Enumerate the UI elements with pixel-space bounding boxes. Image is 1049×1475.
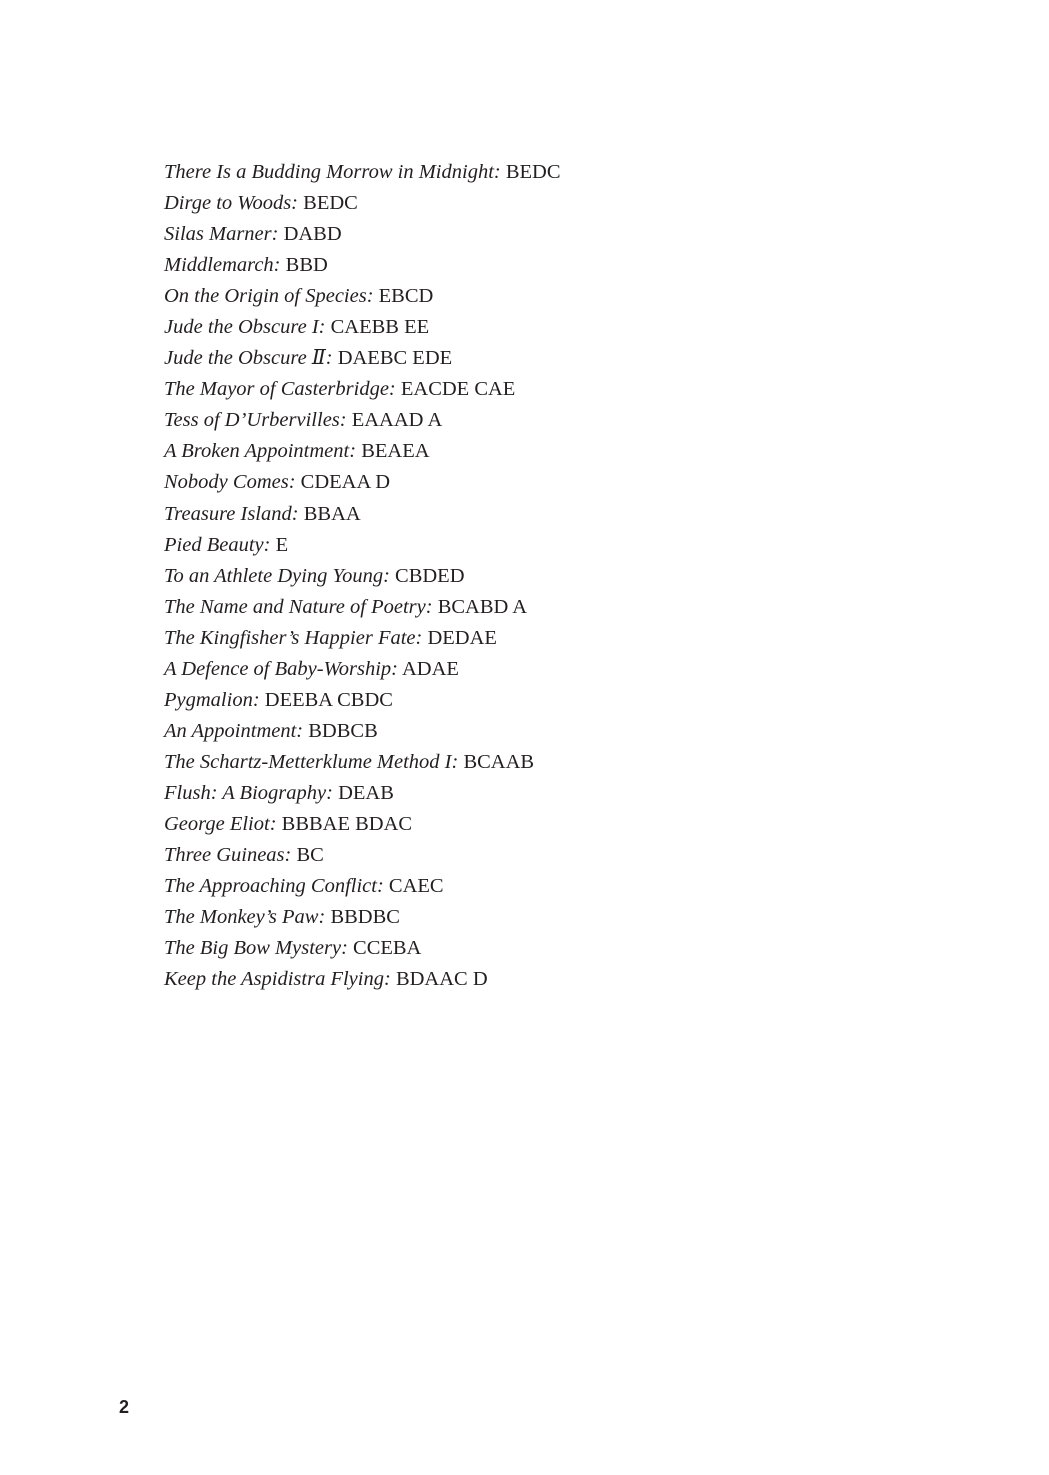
work-title: On the Origin of Species: xyxy=(164,285,374,308)
answer-letters: DEAB xyxy=(338,781,394,804)
answer-letters: DEDAE xyxy=(427,626,497,649)
answer-entry xyxy=(164,933,561,964)
answer-entry xyxy=(164,716,561,747)
answer-entry xyxy=(164,281,561,312)
answer-letters: BEDC xyxy=(505,161,561,183)
work-title: The Mayor of Casterbridge: xyxy=(164,378,396,401)
work-title: Tess of D’Urbervilles: xyxy=(164,409,347,432)
work-title: The Monkey’s Paw: xyxy=(164,906,326,929)
answer-letters: BCABD A xyxy=(437,595,528,618)
answer-letters: EAAAD A xyxy=(351,409,443,432)
work-title: Dirge to Woods: xyxy=(164,192,299,215)
work-title: George Eliot: xyxy=(164,812,277,835)
answer-entry xyxy=(164,436,561,467)
work-title: The Approaching Conflict: xyxy=(164,875,384,898)
answer-entry xyxy=(164,374,561,405)
answer-entry xyxy=(164,530,561,561)
answer-letters: BBD xyxy=(285,254,328,277)
work-title: The Big Bow Mystery: xyxy=(164,937,348,960)
answer-entry xyxy=(164,219,561,250)
answer-letters: E xyxy=(275,533,289,556)
answer-letters: CCEBA xyxy=(353,937,422,960)
answer-entry xyxy=(164,405,561,436)
work-title: The Schartz-Metterklume Method I: xyxy=(164,750,459,773)
answer-letters: BEAEA xyxy=(361,440,430,463)
work-title: Jude the Obscure Ⅱ: xyxy=(164,347,333,370)
answer-letters: CAEC xyxy=(388,875,444,898)
answer-entry xyxy=(164,747,561,778)
answer-letters: BEDC xyxy=(303,192,358,215)
answer-entry xyxy=(164,902,561,933)
page-number: 2 xyxy=(119,1397,130,1417)
answer-entry xyxy=(164,467,561,498)
work-title: Keep the Aspidistra Flying: xyxy=(164,968,391,991)
answer-entry xyxy=(164,343,561,374)
answer-letters: EBCD xyxy=(378,285,434,308)
work-title: To an Athlete Dying Young: xyxy=(164,564,390,587)
answer-entry xyxy=(164,654,561,685)
work-title: Jude the Obscure I: xyxy=(164,316,326,339)
answer-letters: CBDED xyxy=(395,564,465,587)
work-title: The Kingfisher’s Happier Fate: xyxy=(164,626,423,649)
answer-letters: EACDE CAE xyxy=(400,378,516,401)
answer-letters: ADAE xyxy=(402,657,459,680)
answer-entry xyxy=(164,312,561,343)
answer-entry xyxy=(164,778,561,809)
work-title: A Defence of Baby-Worship: xyxy=(164,657,398,680)
answer-letters: CAEBB EE xyxy=(330,316,430,339)
work-title: Flush: A Biography: xyxy=(164,781,333,804)
answer-letters: BDAAC D xyxy=(395,968,488,991)
answer-entry xyxy=(164,592,561,623)
work-title: Treasure Island: xyxy=(164,502,299,525)
work-title: Pied Beauty: xyxy=(164,533,271,556)
answer-entry xyxy=(164,188,561,219)
answer-letters: DAEBC EDE xyxy=(337,347,453,370)
answer-letters: BBAA xyxy=(303,502,361,525)
answer-letters: BC xyxy=(296,844,324,867)
answer-letters: BCAAB xyxy=(463,750,535,773)
answer-entry xyxy=(164,157,561,188)
work-title: Middlemarch: xyxy=(164,254,281,277)
answer-letters: DEEBA CBDC xyxy=(264,688,393,711)
work-title: Three Guineas: xyxy=(164,844,292,867)
work-title: The Name and Nature of Poetry: xyxy=(164,595,433,618)
work-title: There Is a Budding Morrow in Midnight: xyxy=(164,161,501,183)
work-title: An Appointment: xyxy=(164,719,304,742)
answer-letters: BBBAE BDAC xyxy=(281,812,413,835)
answer-entry xyxy=(164,623,561,654)
work-title: Silas Marner: xyxy=(164,223,279,246)
work-title: Pygmalion: xyxy=(164,688,260,711)
answer-entry xyxy=(164,250,561,281)
answer-letters: DABD xyxy=(283,223,342,246)
answer-entry xyxy=(164,809,561,840)
answer-entry xyxy=(164,840,561,871)
answer-entry xyxy=(164,685,561,716)
answer-letters: BDBCB xyxy=(308,719,378,742)
answer-letters: CDEAA D xyxy=(300,471,391,494)
work-title: Nobody Comes: xyxy=(164,471,296,494)
answer-entry xyxy=(164,871,561,902)
work-title: A Broken Appointment: xyxy=(164,440,357,463)
answer-entry xyxy=(164,561,561,592)
answer-key-list xyxy=(164,157,561,995)
answer-entry xyxy=(164,499,561,530)
answer-letters: BBDBC xyxy=(330,906,400,929)
answer-entry xyxy=(164,964,561,995)
